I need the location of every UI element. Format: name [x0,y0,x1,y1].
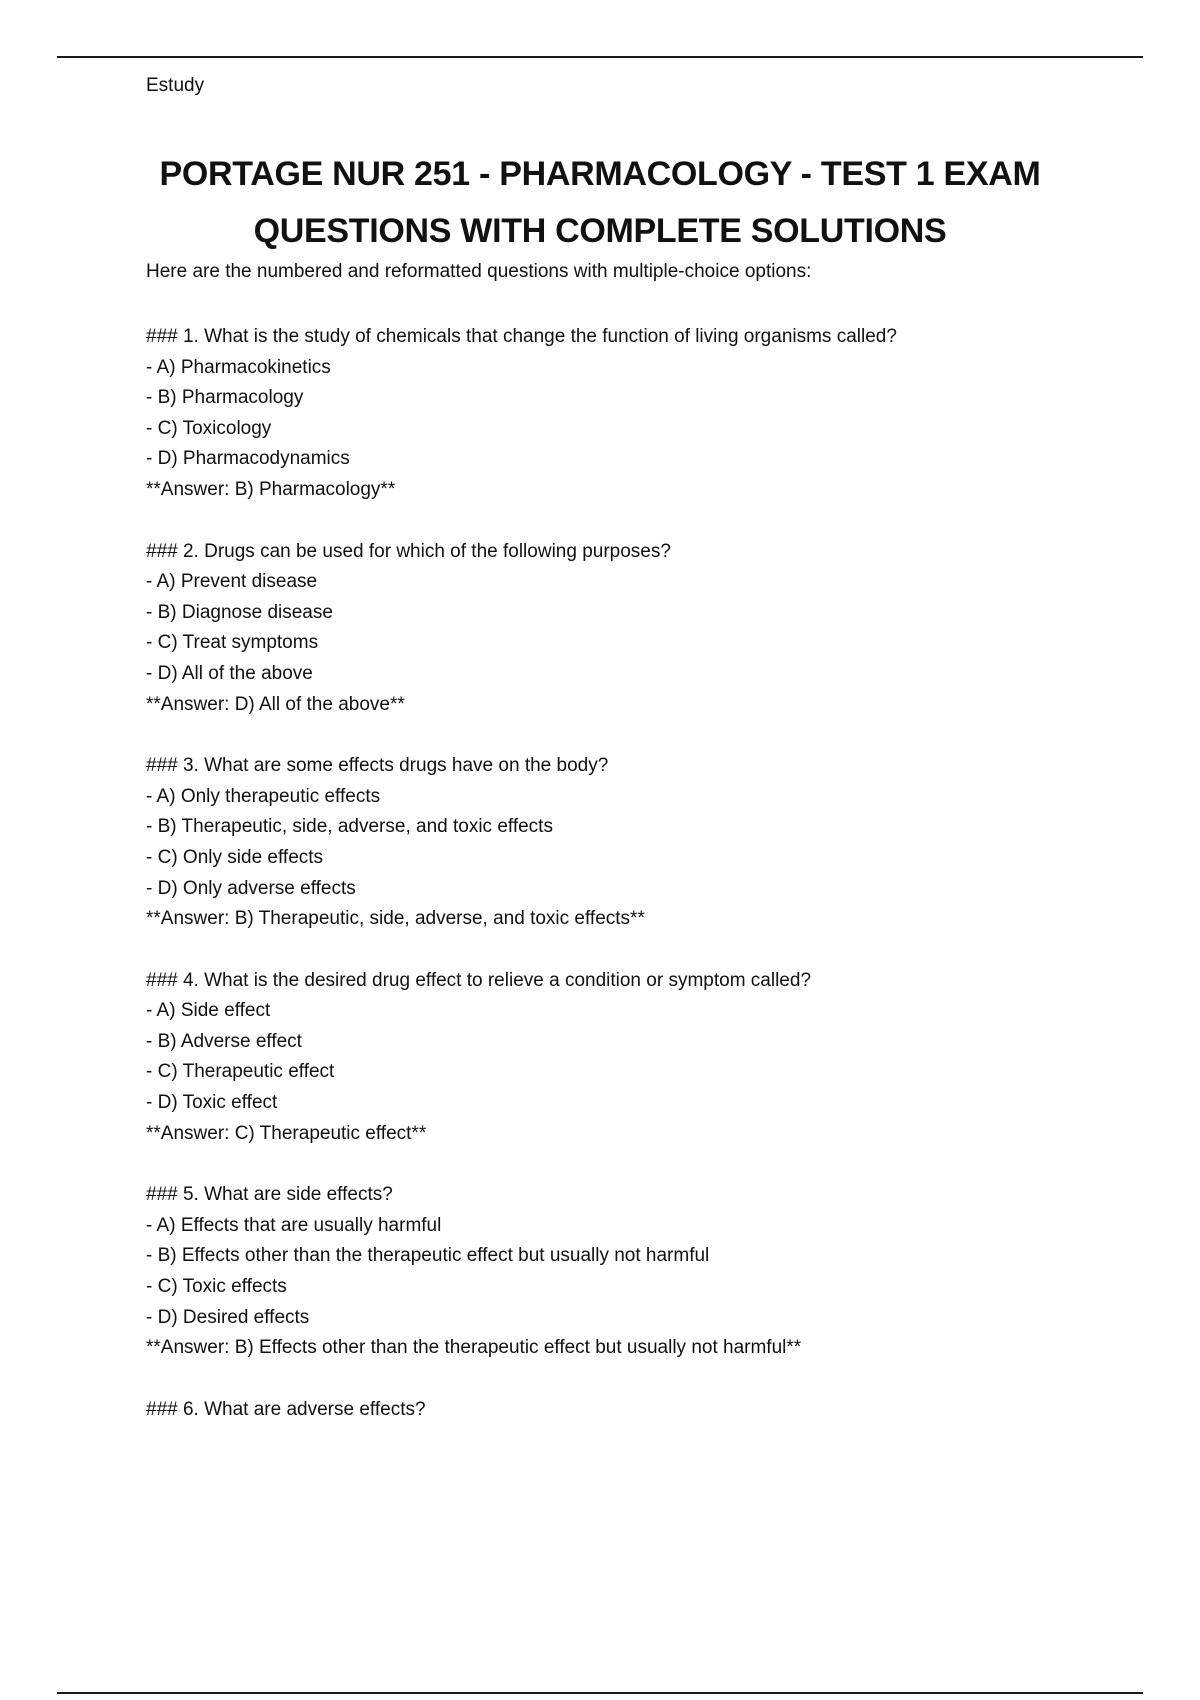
question-heading: ### 1. What is the study of chemicals that change the function of living organisms called? [146,326,897,347]
answer-line: **Answer: B) Pharmacology** [146,478,396,500]
answer-line: **Answer: B) Therapeutic, side, adverse, and toxic effects** [146,908,645,930]
option-b: - B) Adverse effect [146,1030,302,1052]
option-c: - C) Toxic effects [146,1276,287,1298]
question-heading: ### 3. What are some effects drugs have on the body? [146,755,609,777]
answer-line: **Answer: B) Effects other than the therapeutic effect but usually not harmful** [146,1337,802,1359]
option-d: - D) Pharmacodynamics [146,448,350,470]
header-brand: Estudy [146,75,205,96]
document-title-line-2: QUESTIONS WITH COMPLETE SOLUTIONS [253,212,947,250]
option-b: - B) Therapeutic, side, adverse, and toxic effects [146,816,553,838]
document-title-line-1: PORTAGE NUR 251 - PHARMACOLOGY - TEST 1 EXAM [159,155,1041,193]
question-heading: ### 6. What are adverse effects? [146,1398,426,1420]
question-6 [146,1395,1146,1426]
intro-text: Here are the numbered and reformatted questions with multiple-choice options: [146,261,812,282]
option-d: - D) All of the above [146,662,313,684]
top-divider [57,56,1143,58]
question-5 [146,1180,1146,1364]
option-a: - A) Effects that are usually harmful [146,1214,442,1236]
question-4 [146,966,1146,1150]
question-heading: ### 2. Drugs can be used for which of the following purposes? [146,540,671,562]
question-3 [146,751,1146,935]
option-a: - A) Pharmacokinetics [146,356,331,378]
bottom-divider [57,1692,1143,1694]
option-c: - C) Only side effects [146,846,324,868]
option-a: - A) Side effect [146,1000,271,1022]
question-heading: ### 5. What are side effects? [146,1184,393,1206]
option-b: - B) Diagnose disease [146,601,333,623]
option-c: - C) Treat symptoms [146,632,319,654]
option-a: - A) Prevent disease [146,571,318,593]
option-c: - C) Therapeutic effect [146,1061,335,1083]
option-b: - B) Pharmacology [146,387,304,409]
option-d: - D) Toxic effect [146,1092,278,1114]
question-list [146,322,1146,1456]
option-a: - A) Only therapeutic effects [146,785,381,807]
option-d: - D) Only adverse effects [146,877,356,899]
question-2 [146,537,1146,721]
question-heading: ### 4. What is the desired drug effect to relieve a condition or symptom called? [146,969,812,991]
option-b: - B) Effects other than the therapeutic effect but usually not harmful [146,1245,710,1267]
answer-line: **Answer: C) Therapeutic effect** [146,1122,427,1144]
question-1 [146,322,1146,506]
document-title [120,146,1080,260]
answer-line: **Answer: D) All of the above** [146,693,405,715]
option-c: - C) Toxicology [146,417,272,439]
option-d: - D) Desired effects [146,1306,310,1328]
